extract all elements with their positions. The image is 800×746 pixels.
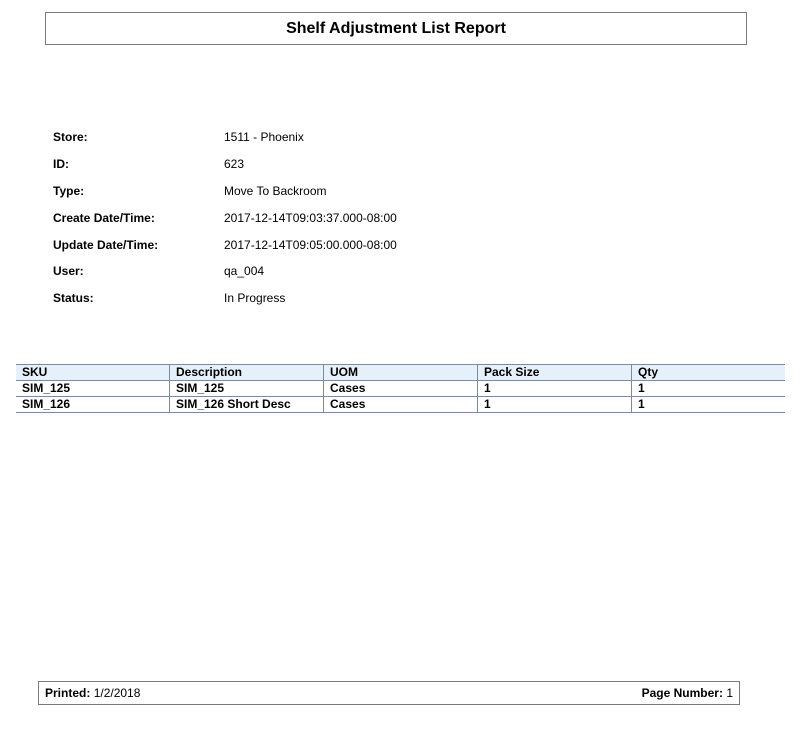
cell-pack-size: 1	[478, 397, 632, 413]
detail-row-user	[53, 258, 397, 285]
detail-label: Status:	[53, 291, 94, 306]
detail-label: Type:	[53, 183, 85, 198]
printed-label: Printed:	[45, 686, 91, 700]
detail-label: Update Date/Time:	[53, 237, 159, 252]
detail-value: Move To Backroom	[224, 183, 327, 198]
detail-row-type	[53, 178, 397, 205]
printed-info	[45, 686, 140, 700]
cell-uom: Cases	[324, 397, 478, 413]
table-header-row	[16, 365, 785, 381]
detail-value: 2017-12-14T09:03:37.000-08:00	[224, 210, 397, 225]
report-footer	[38, 681, 740, 705]
page-number-value: 1	[726, 686, 733, 700]
cell-uom: Cases	[324, 381, 478, 397]
table-row	[16, 397, 785, 413]
detail-row-create-datetime	[53, 204, 397, 231]
column-header-qty: Qty	[632, 365, 786, 381]
report-details	[53, 124, 397, 312]
detail-value: qa_004	[224, 264, 265, 279]
detail-label: Store:	[53, 130, 88, 145]
detail-row-store	[53, 124, 397, 151]
page-number-label: Page Number:	[641, 686, 723, 700]
detail-value: 1511 - Phoenix	[224, 130, 304, 145]
detail-label: Create Date/Time:	[53, 210, 155, 225]
cell-sku: SIM_125	[16, 381, 170, 397]
page-number-info	[642, 686, 733, 700]
table-row	[16, 381, 785, 397]
detail-value: In Progress	[224, 291, 286, 306]
column-header-sku: SKU	[16, 365, 170, 381]
cell-qty: 1	[632, 397, 786, 413]
cell-description: SIM_125	[170, 381, 324, 397]
detail-label: User:	[53, 264, 84, 279]
detail-label: ID:	[53, 157, 69, 172]
cell-description: SIM_126 Short Desc	[170, 397, 324, 413]
report-title-box	[45, 12, 747, 45]
detail-row-id	[53, 151, 397, 178]
detail-value: 623	[224, 157, 245, 172]
detail-value: 2017-12-14T09:05:00.000-08:00	[224, 237, 397, 252]
detail-row-status	[53, 285, 397, 312]
printed-date: 1/2/2018	[93, 686, 141, 700]
column-header-pack-size: Pack Size	[478, 365, 632, 381]
column-header-uom: UOM	[324, 365, 478, 381]
cell-pack-size: 1	[478, 381, 632, 397]
column-header-description: Description	[170, 365, 324, 381]
detail-row-update-datetime	[53, 231, 397, 258]
cell-qty: 1	[632, 381, 786, 397]
report-title: Shelf Adjustment List Report	[286, 19, 506, 37]
items-table	[16, 364, 785, 413]
cell-sku: SIM_126	[16, 397, 170, 413]
